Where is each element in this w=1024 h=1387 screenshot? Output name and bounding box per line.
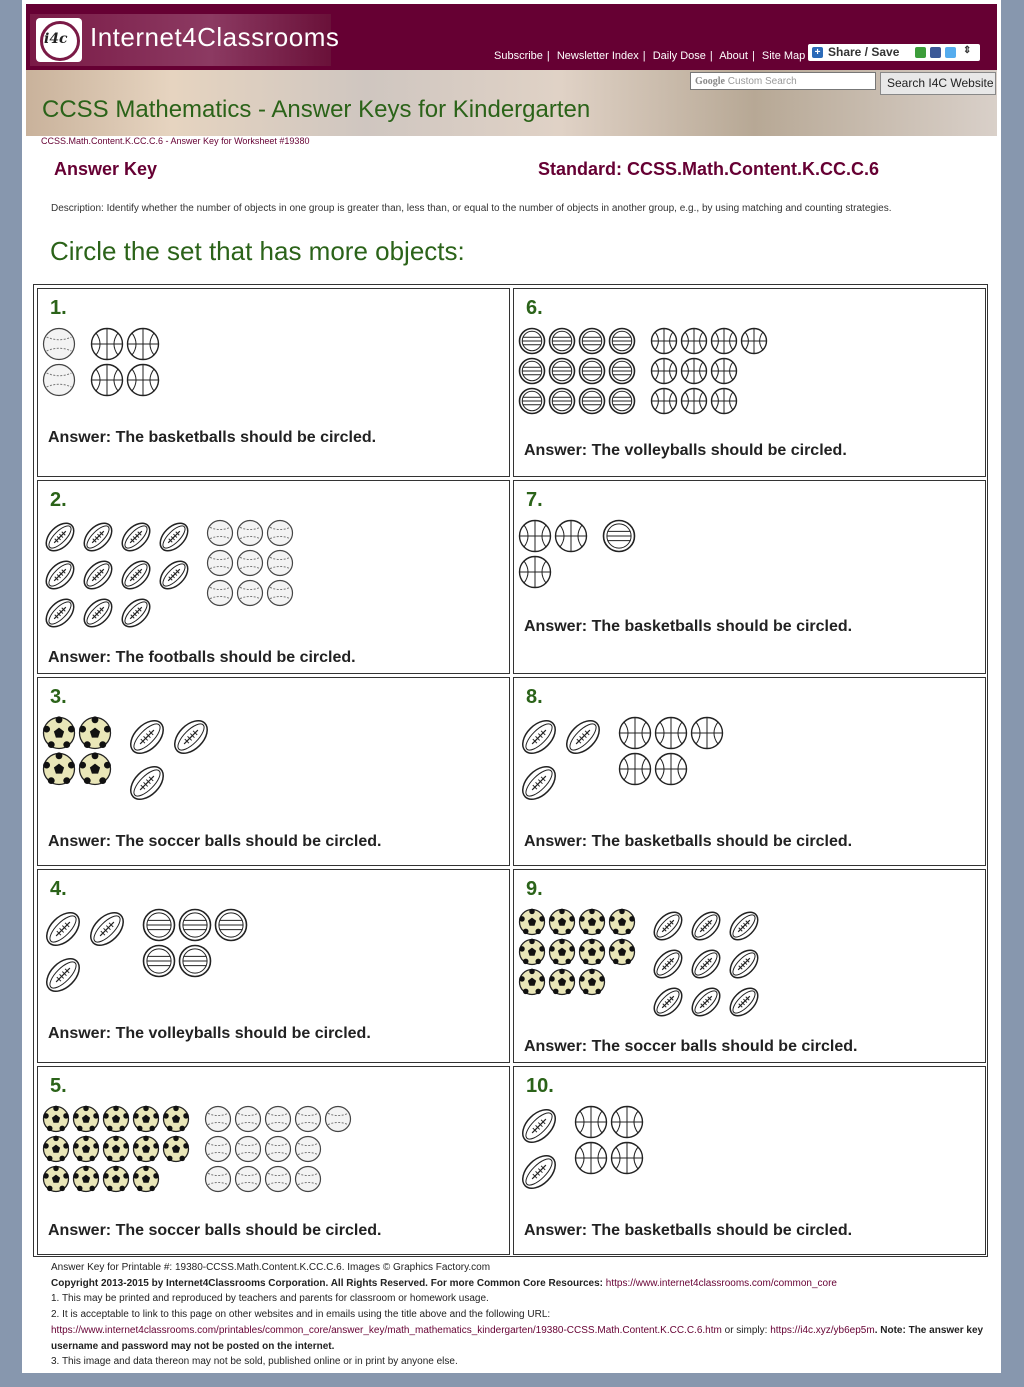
problem-number: 9. [526,878,543,900]
soccer-icon [42,716,76,754]
volleyball-icon [578,327,606,359]
standard-heading: Standard: CCSS.Math.Content.K.CC.C.6 [538,159,880,179]
baseball-icon [264,1135,292,1167]
soccer-icon [548,938,576,970]
basketball-icon [90,363,124,401]
answer-text: Answer: The soccer balls should be circled. [48,1222,382,1239]
top-nav: Subscribe | Newsletter Index | Daily Dose | About | Site Map [494,50,806,62]
football-icon [118,519,154,559]
footer-line1: Answer Key for Printable #: 19380-CCSS.Math.Content.K.CC.C.6. Images © Graphics Factory.com [51,1262,491,1273]
common-core-link[interactable]: https://www.internet4classrooms.com/common_core [605,1277,837,1289]
soccer-icon [132,1165,160,1197]
basketball-icon [518,519,552,557]
problem-cell-7 [513,480,986,674]
answer-text: Answer: The volleyballs should be circled. [48,1025,371,1042]
baseball-icon [42,363,76,401]
soccer-icon [42,1165,70,1197]
baseball-icon [294,1135,322,1167]
basketball-icon [654,716,688,754]
google-logo: Google [695,76,725,87]
answer-text: Answer: The basketballs should be circled. [524,1222,853,1239]
baseball-icon [264,1105,292,1137]
basketball-icon [740,327,768,359]
volleyball-icon [602,519,636,557]
answer-text: Answer: The basketballs should be circled. [524,618,853,635]
basketball-icon [650,327,678,359]
problem-number: 1. [50,297,67,319]
volleyball-icon [178,944,212,982]
volleyball-icon [578,357,606,389]
share-save-button[interactable] [808,44,980,61]
baseball-icon [324,1105,352,1137]
football-icon [118,557,154,597]
logo-badge-text: i4c [44,31,68,47]
search-button[interactable]: Search I4C Website [880,72,996,95]
breadcrumb[interactable]: CCSS.Math.Content.K.CC.C.6 - Answer Key for Worksheet #19380 [41,136,310,146]
football-icon [688,946,724,986]
problem-cell-1 [37,288,510,477]
baseball-icon [294,1165,322,1197]
football-icon [170,716,212,762]
soccer-icon [518,938,546,970]
baseball-icon [236,579,264,611]
hero-banner [26,70,997,136]
basketball-icon [574,1105,608,1143]
problem-grid [33,284,988,1257]
footer [51,1260,996,1370]
football-icon [518,762,560,808]
volleyball-icon [608,357,636,389]
soccer-icon [132,1105,160,1137]
football-icon [562,716,604,762]
basketball-icon [90,327,124,365]
baseball-icon [234,1165,262,1197]
basketball-icon [680,327,708,359]
soccer-icon [78,716,112,754]
soccer-icon [548,908,576,940]
baseball-icon [204,1165,232,1197]
problem-cell-6 [513,288,986,477]
problem-number: 10. [526,1075,554,1097]
football-icon [726,984,762,1024]
answer-text: Answer: The soccer balls should be circled. [524,1038,858,1055]
soccer-icon [548,968,576,1000]
search-input[interactable] [690,72,876,90]
nav-daily-dose[interactable]: Daily Dose [652,50,706,62]
soccer-icon [162,1105,190,1137]
football-icon [42,908,84,954]
soccer-icon [162,1135,190,1167]
nav-newsletter-index[interactable]: Newsletter Index [556,50,639,62]
volleyball-icon [214,908,248,946]
volleyball-icon [518,357,546,389]
basketball-icon [690,716,724,754]
soccer-icon [132,1135,160,1167]
football-icon [42,595,78,635]
baseball-icon [206,579,234,611]
copyright-text: Copyright 2013-2015 by Internet4Classrooms Corporation. All Rights Reserved. For more Common Core Resources: [51,1277,606,1289]
volleyball-icon [178,908,212,946]
plus-icon: + [812,47,823,58]
problem-number: 2. [50,489,67,511]
basketball-icon [710,357,738,389]
basketball-icon [618,716,652,754]
football-icon [518,716,560,762]
volleyball-icon [608,387,636,419]
problem-cell-9 [513,869,986,1063]
football-icon [42,954,84,1000]
soccer-icon [578,908,606,940]
football-icon [126,762,168,808]
nav-subscribe[interactable]: Subscribe [494,50,543,62]
baseball-icon [266,579,294,611]
football-icon [156,519,192,559]
instruction: Circle the set that has more objects: [50,236,465,266]
answer-text: Answer: The soccer balls should be circled. [48,833,382,850]
problem-cell-4 [37,869,510,1063]
basketball-icon [610,1141,644,1179]
soccer-icon [102,1165,130,1197]
footer-note3: 3. This image and data thereon may not be sold, published online or in print by anyone else. [51,1356,458,1368]
soccer-icon [608,908,636,940]
soccer-icon [518,968,546,1000]
problem-number: 4. [50,878,67,900]
volleyball-icon [518,387,546,419]
problem-cell-8 [513,677,986,866]
football-icon [650,984,686,1024]
soccer-icon [72,1105,100,1137]
soccer-icon [578,938,606,970]
problem-number: 5. [50,1075,67,1097]
footer-note2: 2. It is acceptable to link to this page on other websites and in emails using the title above and the following URL: [51,1309,551,1321]
problem-cell-2 [37,480,510,674]
problem-cell-5 [37,1066,510,1255]
page [22,0,1001,1373]
basketball-icon [710,387,738,419]
share-label: Share / Save [828,45,900,59]
soccer-icon [42,1135,70,1167]
description: Description: Identify whether the number of objects in one group is greater than, less than, or equal to the number of objects in another group, e.g., by using matching and counting strategies. [51,203,892,214]
soccer-icon [42,1105,70,1137]
soccer-icon [102,1105,130,1137]
soccer-icon [72,1135,100,1167]
answer-text: Answer: The basketballs should be circled. [48,429,377,446]
twitter-icon [945,47,956,58]
basketball-icon [126,363,160,401]
footer-copyright [51,1276,996,1292]
volleyball-icon [548,327,576,359]
basketball-icon [126,327,160,365]
problem-number: 7. [526,489,543,511]
basketball-icon [554,519,588,557]
volleyball-icon [142,944,176,982]
footer-note1: 1. This may be printed and reproduced by teachers and parents for classroom or homework usage. [51,1293,489,1305]
answer-key-heading: Answer Key [54,159,158,179]
football-icon [42,519,78,559]
football-icon [650,946,686,986]
football-icon [80,557,116,597]
chevron-updown-icon: ⇕ [963,45,972,56]
baseball-icon [294,1105,322,1137]
site-logo[interactable] [30,14,340,66]
football-icon [688,984,724,1024]
soccer-icon [608,938,636,970]
answer-text: Answer: The footballs should be circled. [48,649,356,666]
volleyball-icon [142,908,176,946]
basketball-icon [710,327,738,359]
football-icon [80,519,116,559]
soccer-icon [78,752,112,790]
football-icon [518,1151,560,1197]
baseball-icon [204,1135,232,1167]
basketball-icon [518,555,552,593]
problem-number: 8. [526,686,543,708]
volleyball-icon [548,387,576,419]
basketball-icon [650,387,678,419]
basketball-icon [654,752,688,790]
problem-cell-3 [37,677,510,866]
page-title: CCSS Mathematics - Answer Keys for Kindergarten [42,96,591,123]
football-icon [156,557,192,597]
soccer-icon [72,1165,100,1197]
football-icon [650,908,686,948]
basketball-icon [618,752,652,790]
answer-text: Answer: The basketballs should be circled. [524,833,853,850]
baseball-icon [204,1105,232,1137]
volleyball-icon [548,357,576,389]
soccer-icon [42,752,76,790]
football-icon [518,1105,560,1151]
baseball-icon [206,549,234,581]
problem-cell-10 [513,1066,986,1255]
basketball-icon [680,357,708,389]
footer-urls [51,1323,996,1354]
problem-number: 3. [50,686,67,708]
baseball-icon [236,549,264,581]
baseball-icon [234,1135,262,1167]
logo-text: Internet4Classrooms [90,22,340,52]
volleyball-icon [608,327,636,359]
worksheet-short-url[interactable]: https://i4c.xyz/yb6ep5m [770,1324,875,1336]
basketball-icon [680,387,708,419]
note-suffix: . Note: The answer key username and password may not be posted on the internet. [51,1324,984,1352]
baseball-icon [266,549,294,581]
baseball-icon [236,519,264,551]
basketball-icon [650,357,678,389]
logo-badge-icon [36,18,82,62]
soccer-icon [518,908,546,940]
football-icon [126,716,168,762]
soccer-icon [578,968,606,1000]
volleyball-icon [578,387,606,419]
football-icon [726,946,762,986]
answer-text: Answer: The volleyballs should be circled. [524,442,847,459]
print-icon [915,47,926,58]
search-placeholder: Custom Search [727,76,797,87]
baseball-icon [206,519,234,551]
or-simply-text: or simply: [721,1324,771,1336]
nav-site-map[interactable]: Site Map [761,50,806,62]
soccer-icon [102,1135,130,1167]
football-icon [118,595,154,635]
football-icon [726,908,762,948]
site-header [26,4,997,70]
baseball-icon [42,327,76,365]
football-icon [86,908,128,954]
football-icon [688,908,724,948]
baseball-icon [264,1165,292,1197]
nav-about[interactable]: About [719,50,748,62]
facebook-icon [930,47,941,58]
basketball-icon [574,1141,608,1179]
basketball-icon [610,1105,644,1143]
football-icon [42,557,78,597]
baseball-icon [234,1105,262,1137]
baseball-icon [266,519,294,551]
problem-number: 6. [526,297,543,319]
worksheet-long-url[interactable]: https://www.internet4classrooms.com/printables/common_core/answer_key/math_mathematics_kindergarten/19380-CCSS.Math.Content.K.CC.C.6.htm [51,1324,722,1336]
volleyball-icon [518,327,546,359]
football-icon [80,595,116,635]
